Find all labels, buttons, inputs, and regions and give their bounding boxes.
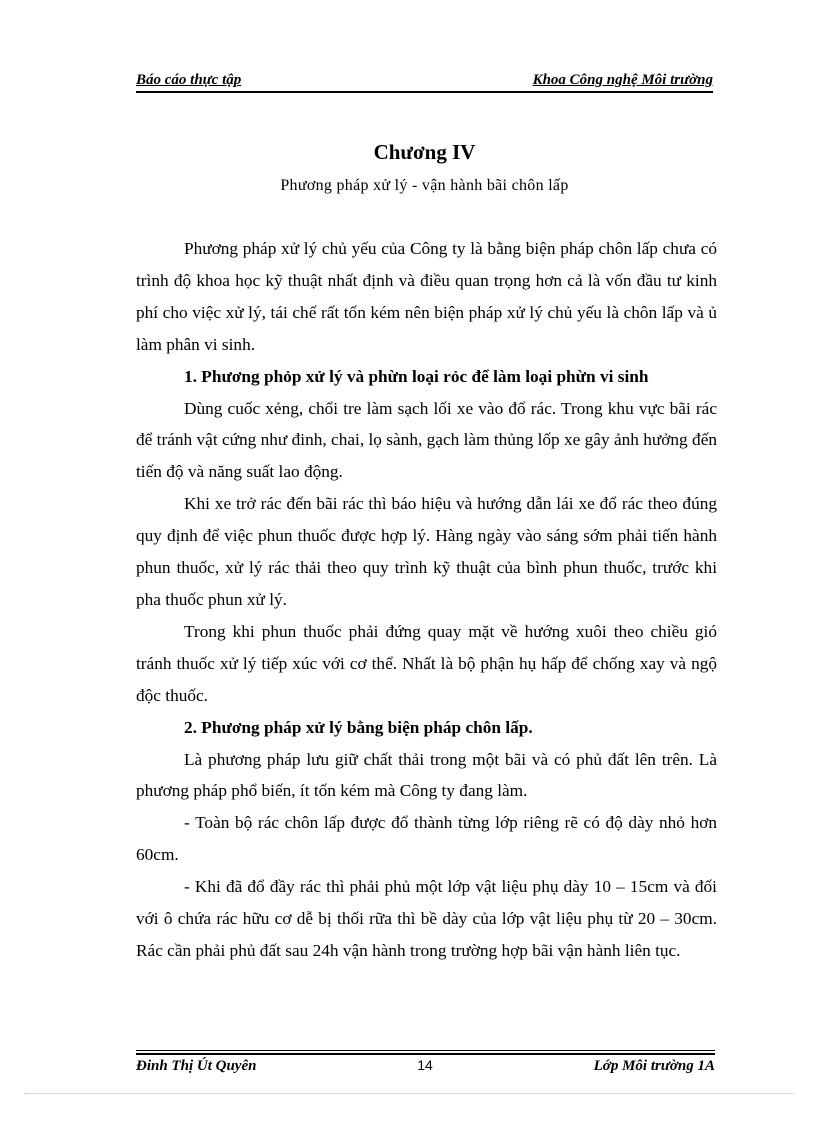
- page-edge: [24, 1093, 794, 1094]
- paragraph: - Khi đã đổ đầy rác thì phải phủ một lớp vật liệu phụ dày 10 – 15cm và đối với ô chứa rác hữu cơ dễ bị thối rữa thì bề dày của lớp vật liệu phụ từ 20 – 30cm. Rác cần phải phủ đất sau 24h vận hành trong trường hợp bãi vận hành liên tục.: [136, 877, 717, 960]
- footer-class: Lớp Môi trường 1A: [593, 1058, 715, 1074]
- paragraph-intro: Phương pháp xử lý chủ yếu của Công ty là bằng biện pháp chôn lấp chưa có trình độ khoa học kỹ thuật nhất định và điều quan trọng hơn cả là vốn đầu tư kinh phí cho việc xử lý, tái chế rất tốn kém nên biện pháp xử lý chủ yếu là chôn lấp và ủ làm phân vi sinh.: [136, 239, 717, 354]
- page-number: 14: [417, 1057, 433, 1073]
- chapter-title: Chương IV: [373, 140, 476, 164]
- paragraph: Là phương pháp lưu giữ chất thải trong một bãi và có phủ đất lên trên. Là phương pháp phổ biến, ít tốn kém mà Công ty đang làm.: [136, 749, 717, 801]
- header-report-title: Báo cáo thực tập: [136, 72, 242, 88]
- header-divider: [136, 91, 713, 93]
- page-footer: [136, 1057, 715, 1075]
- footer-divider-thin: [136, 1050, 715, 1051]
- paragraph: Dùng cuốc xẻng, chổi tre làm sạch lối xe vào đổ rác. Trong khu vực bãi rác để tránh vật cứng như đinh, chai, lọ sành, gạch làm thủng lốp xe gây ảnh hưởng đến tiến độ và năng suất lao động.: [136, 398, 717, 482]
- section-heading-2: 2. Phương pháp xử lý bằng biện pháp chôn lấp.: [184, 717, 533, 737]
- paragraph: Trong khi phun thuốc phải đứng quay mặt về hướng xuôi theo chiều gió tránh thuốc xử lý tiếp xúc với cơ thể. Nhất là bộ phận hụ hấp để chống xay và ngộ độc thuốc.: [136, 621, 717, 705]
- paragraph: - Toàn bộ rác chôn lấp được đổ thành từng lớp riêng rẽ có độ dày nhỏ hơn 60cm.: [136, 813, 717, 865]
- chapter-subtitle: Phương pháp xử lý - vận hành bãi chôn lấp: [280, 177, 569, 194]
- footer-divider-thick: [136, 1053, 715, 1055]
- footer-author: Đinh Thị Út Quyên: [136, 1058, 257, 1074]
- paragraph: Khi xe trở rác đến bãi rác thì báo hiệu và hướng dẫn lái xe đổ rác theo đúng quy định để việc phun thuốc được hợp lý. Hàng ngày vào sáng sớm phải tiến hành phun thuốc, xử lý rác thải theo quy trình kỹ thuật của bình phun thuốc, trước khi pha thuốc phun xử lý.: [136, 494, 717, 609]
- header-faculty: Khoa Công nghệ Môi trường: [532, 72, 713, 88]
- section-heading-1: 1. Phương phỏp xử lý và phừn loại rỏc để làm loại phừn vi sinh: [184, 366, 649, 386]
- page-header: [136, 72, 713, 89]
- document-body: [136, 233, 717, 967]
